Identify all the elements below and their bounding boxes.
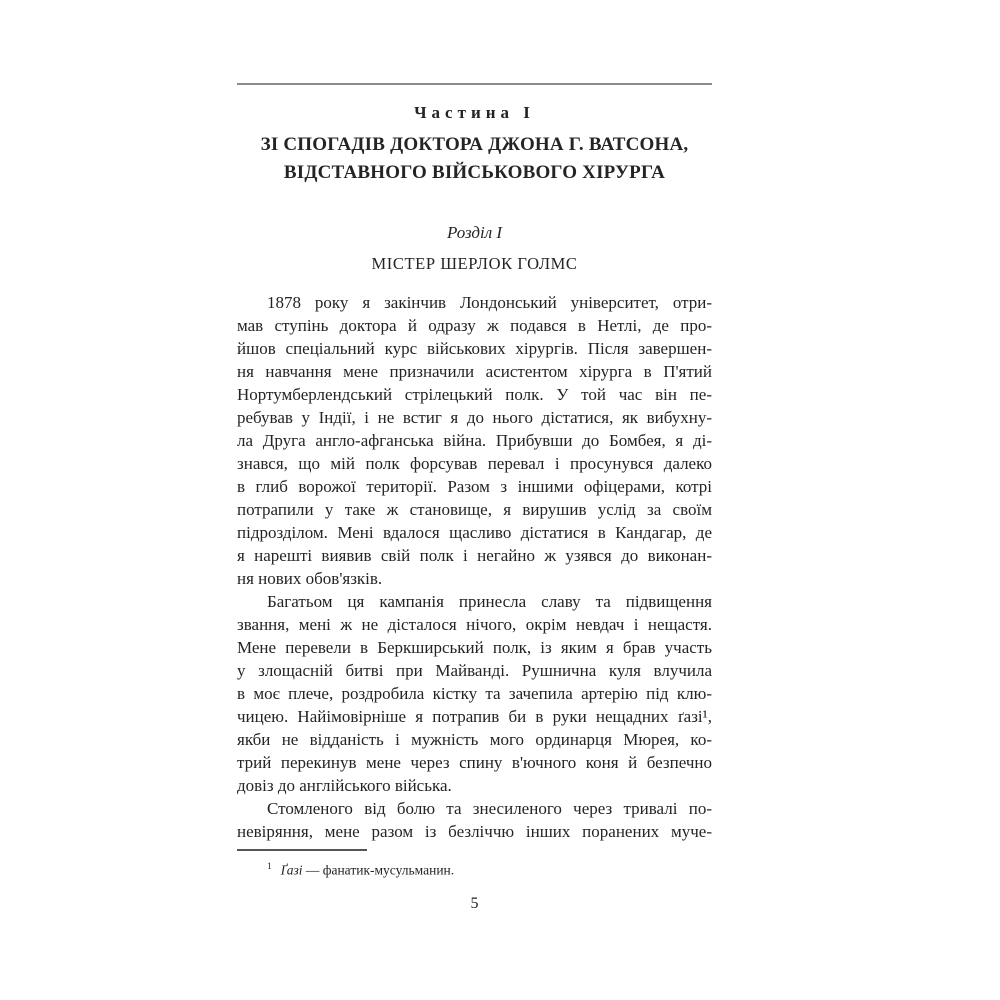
text-line: звання, мені ж не дісталося нічого, окрім невдач і нещастя. — [237, 615, 712, 634]
footnote-separator — [237, 849, 367, 851]
text-line: в моє плече, роздробила кістку та зачепила артерію під клю- — [237, 684, 712, 703]
body-text — [237, 291, 712, 843]
footnote-marker: 1 — [267, 862, 272, 872]
text-line: в глиб ворожої території. Разом з іншими офіцерами, котрі — [237, 477, 712, 496]
text-line: потрапили у таке ж становище, я вирушив услід за своїм — [237, 500, 712, 519]
text-line: ня навчання мене призначили асистентом хірурга в П'ятий — [237, 362, 712, 381]
footnote-term: Ґазі — [280, 862, 303, 878]
text-line: знався, що мій полк форсував перевал і просунувся далеко — [237, 454, 712, 473]
footnote — [237, 858, 712, 880]
text-line: Багатьом ця кампанія принесла славу та підвищення — [267, 592, 712, 611]
part-title — [237, 131, 712, 187]
text-line: якби не відданість і мужність мого ординарця Мюрея, ко- — [237, 730, 712, 749]
part-title-line-1: ЗІ СПОГАДІВ ДОКТОРА ДЖОНА Г. ВАТСОНА, — [260, 134, 689, 155]
part-kicker: Частина I — [414, 103, 535, 122]
text-line: 1878 року я закінчив Лондонський університет, отри- — [267, 293, 712, 312]
text-line: йшов спеціальний курс військових хірургів. Після завершен- — [237, 339, 712, 358]
text-line: Стомленого від болю та знесиленого через тривалі по- — [267, 799, 712, 818]
footnote-text: — фанатик-мусульманин. — [305, 862, 455, 878]
part-title-line-2: ВІДСТАВНОГО ВІЙСЬКОВОГО ХІРУРГА — [283, 162, 666, 183]
text-line: ня нових обов'язків. — [237, 569, 383, 588]
text-line: трий перекинув мене через спину в'ючного коня й безпечно — [237, 753, 712, 772]
text-line: довіз до англійського війська. — [237, 776, 452, 795]
text-column — [237, 0, 712, 912]
text-line: ла Друга англо-афганська війна. Прибувши до Бомбея, я ді- — [237, 431, 712, 450]
text-line: Нортумберлендський стрілецький полк. У той час він пе- — [237, 385, 712, 404]
text-line: мав ступінь доктора й одразу ж подався в Нетлі, де про- — [237, 316, 712, 335]
page-number: 5 — [470, 895, 479, 912]
text-line: ребував у Індії, і не встиг я до нього дістатися, як вибухну- — [237, 408, 712, 427]
text-line: я нарешті виявив свій полк і негайно ж узявся до виконан- — [237, 546, 712, 565]
text-line: у злощасній битві при Майванді. Рушнична куля влучила — [237, 661, 712, 680]
header-rule — [237, 83, 712, 85]
text-line: Мене перевели в Беркширський полк, із яким я брав участь — [237, 638, 712, 657]
text-line: підрозділом. Мені вдалося щасливо дістатися в Кандагар, де — [237, 523, 712, 542]
text-line: невіряння, мене разом із безліччю інших поранених муче- — [237, 822, 712, 841]
chapter-kicker: Розділ I — [446, 223, 503, 242]
chapter-title: МІСТЕР ШЕРЛОК ГОЛМС — [371, 254, 578, 273]
text-line: чицею. Найімовірніше я потрапив би в руки нещадних ґазі¹, — [237, 707, 712, 726]
